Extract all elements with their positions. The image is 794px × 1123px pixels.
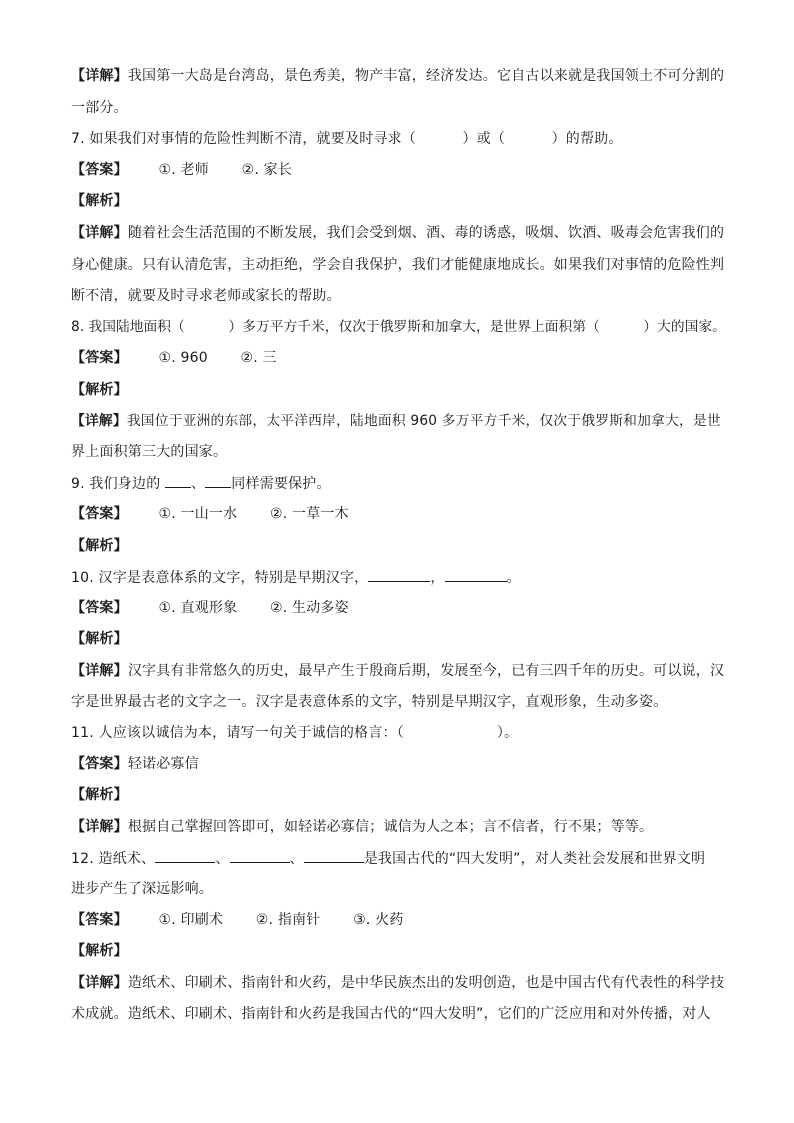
question-text: 、 <box>191 476 206 492</box>
answer-option-1: ①. 直观形象 <box>158 600 238 616</box>
explanation-7-line-2 <box>71 253 731 277</box>
answer-option-1: ①. 960 <box>158 350 208 366</box>
explanation-text: 我国位于亚洲的东部，太平洋西岸，陆地面积 960 多万平方千米，仅次于俄罗斯和加拿大，是世 <box>126 413 721 429</box>
explanation-7-line-1 <box>71 221 731 245</box>
explanation-10-line-2 <box>71 690 731 714</box>
explanation-line <box>71 64 731 88</box>
question-text: 进步产生了深远影响。 <box>71 881 213 897</box>
fill-blank[interactable] <box>304 846 364 863</box>
question-text: 、 <box>215 851 230 867</box>
question-text: 同样需要保护。 <box>231 476 331 492</box>
answer-option-3: ③. 火药 <box>353 912 404 928</box>
analysis-11 <box>71 783 731 807</box>
question-text: 7. 如果我们对事情的危险性判断不清，就要及时寻求（ ）或（ ）的帮助。 <box>71 131 623 147</box>
question-text: 、 <box>289 851 304 867</box>
explanation-tag: 【详解】 <box>71 68 128 84</box>
fill-blank[interactable] <box>165 471 191 488</box>
explanation-11 <box>71 815 731 839</box>
answer-tag: 【答案】 <box>71 162 128 178</box>
answer-tag: 【答案】 <box>71 912 128 928</box>
fill-blank[interactable] <box>230 846 290 863</box>
explanation-tag: 【详解】 <box>71 225 128 241</box>
explanation-tag: 【详解】 <box>71 413 127 429</box>
question-8 <box>71 315 731 339</box>
answer-option-2: ②. 家长 <box>241 162 293 178</box>
answer-option-2: ②. 生动多姿 <box>269 600 349 616</box>
answer-9 <box>71 502 731 526</box>
fill-blank[interactable] <box>368 565 430 582</box>
answer-12 <box>71 908 731 932</box>
question-text: 10. 汉字是表意体系的文字，特别是早期汉字， <box>71 570 369 586</box>
question-10 <box>71 565 731 589</box>
analysis-tag: 【解析】 <box>71 382 128 398</box>
explanation-text: 一部分。 <box>71 100 128 116</box>
answer-tag: 【答案】 <box>71 600 128 616</box>
answer-text: 轻诺必寡信 <box>127 756 199 772</box>
question-text: 12. 造纸术、 <box>71 851 156 867</box>
explanation-text: 身心健康。只有认清危害，主动拒绝，学会自我保护，我们才能健康地成长。如果我们对事情的危险性判 <box>71 257 725 273</box>
analysis-12 <box>71 939 731 963</box>
explanation-12-line-1 <box>71 971 731 995</box>
explanation-text: 字是世界最古老的文字之一。汉字是表意体系的文字，特别是早期汉字，直观形象，生动多姿。 <box>71 694 668 710</box>
fill-blank[interactable] <box>155 846 215 863</box>
explanation-7-line-3 <box>71 284 731 308</box>
question-text: 是我国古代的“四大发明”，对人类社会发展和世界文明 <box>363 851 706 867</box>
explanation-tag: 【详解】 <box>71 663 128 679</box>
question-11 <box>71 721 731 745</box>
answer-option-2: ②. 三 <box>240 350 277 366</box>
answer-tag: 【答案】 <box>71 756 128 772</box>
fill-blank[interactable] <box>445 565 507 582</box>
analysis-tag: 【解析】 <box>71 193 128 209</box>
explanation-text: 随着社会生活范围的不断发展，我们会受到烟、酒、毒的诱惑，吸烟、饮酒、吸毒会危害我们的 <box>127 225 725 241</box>
answer-7 <box>71 158 731 182</box>
analysis-tag: 【解析】 <box>71 538 128 554</box>
explanation-line <box>71 96 731 120</box>
explanation-tag: 【详解】 <box>71 975 128 991</box>
answer-option-1: ①. 老师 <box>158 162 209 178</box>
answer-tag: 【答案】 <box>71 506 128 522</box>
question-text: 11. 人应该以诚信为本，请写一句关于诚信的格言：（ ）。 <box>71 725 519 741</box>
question-12-line-1 <box>71 846 731 870</box>
explanation-12-line-2 <box>71 1002 731 1026</box>
question-12-line-2 <box>71 877 731 901</box>
question-7 <box>71 127 731 151</box>
explanation-text: 造纸术、印刷术、指南针和火药，是中华民族杰出的发明创造，也是中国古代有代表性的科学技 <box>127 975 725 991</box>
explanation-8-line-1 <box>71 409 731 433</box>
analysis-tag: 【解析】 <box>71 943 128 959</box>
answer-option-1: ①. 印刷术 <box>158 912 224 928</box>
analysis-8 <box>71 378 731 402</box>
answer-tag: 【答案】 <box>71 350 128 366</box>
question-text: 。 <box>506 570 521 586</box>
analysis-tag: 【解析】 <box>71 631 128 647</box>
explanation-text: 界上面积第三大的国家。 <box>71 444 228 460</box>
analysis-7 <box>71 189 731 213</box>
explanation-text: 断不清，就要及时寻求老师或家长的帮助。 <box>71 288 341 304</box>
explanation-text: 我国第一大岛是台湾岛，景色秀美，物产丰富，经济发达。它自古以来就是我国领土不可分割的 <box>127 68 725 84</box>
answer-option-2: ②. 一草一木 <box>269 506 349 522</box>
answer-option-2: ②. 指南针 <box>255 912 321 928</box>
question-9 <box>71 471 731 495</box>
fill-blank[interactable] <box>205 471 231 488</box>
question-text: ， <box>430 570 445 586</box>
explanation-text: 术成就。造纸术、印刷术、指南针和火药是我国古代的“四大发明”，它们的广泛应用和对外传播，对人 <box>71 1006 711 1022</box>
explanation-text: 根据自己掌握回答即可，如轻诺必寡信；诚信为人之本；言不信者，行不果；等等。 <box>127 819 654 835</box>
analysis-tag: 【解析】 <box>71 787 128 803</box>
analysis-9 <box>71 534 731 558</box>
explanation-10-line-1 <box>71 659 731 683</box>
explanation-tag: 【详解】 <box>71 819 128 835</box>
explanation-8-line-2 <box>71 440 731 464</box>
question-text: 9. 我们身边的 <box>71 476 166 492</box>
analysis-10 <box>71 627 731 651</box>
question-text: 8. 我国陆地面积（ ）多万平方千米，仅次于俄罗斯和加拿大，是世界上面积第（ ）大的国家。 <box>71 319 726 335</box>
answer-11 <box>71 752 731 776</box>
explanation-text: 汉字具有非常悠久的历史，最早产生于殷商后期，发展至今，已有三四千年的历史。可以说，汉 <box>127 663 725 679</box>
answer-8 <box>71 346 731 370</box>
answer-option-1: ①. 一山一水 <box>158 506 238 522</box>
answer-10 <box>71 596 731 620</box>
